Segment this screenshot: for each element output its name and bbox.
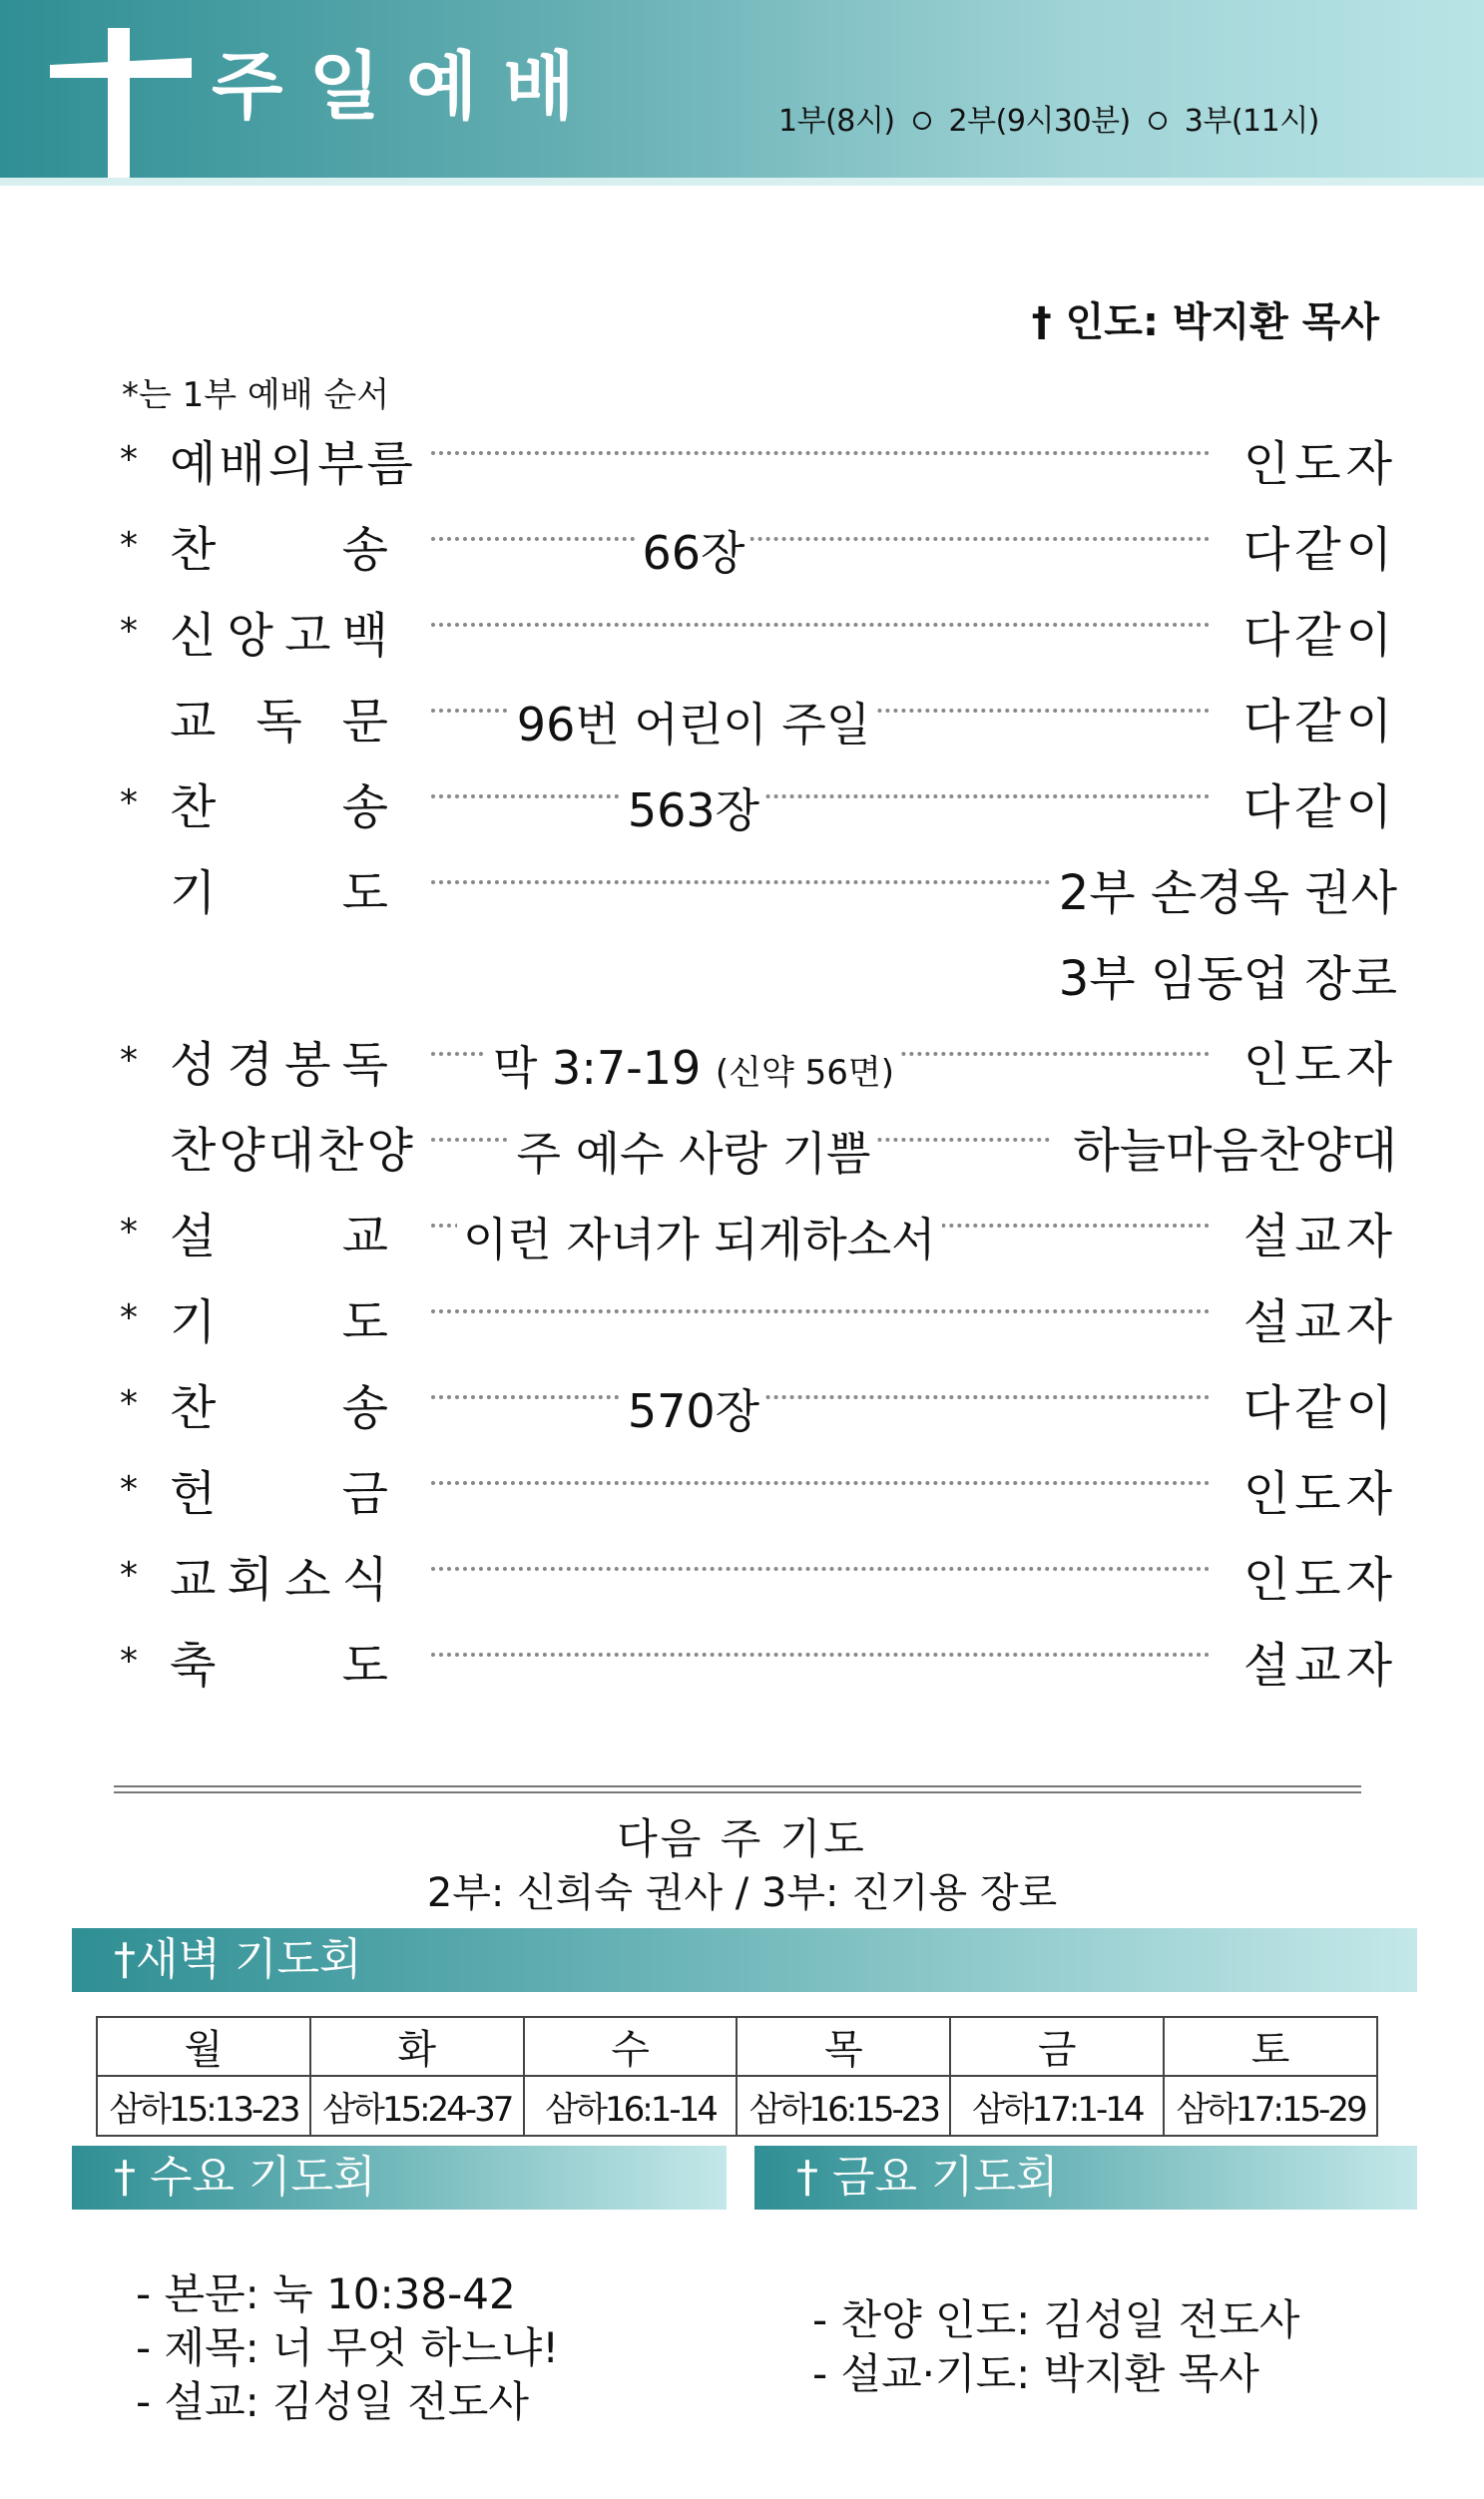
service-time-3: 3부(11시) xyxy=(1184,104,1319,139)
order-item-label: 신 앙 고 백 xyxy=(170,608,391,664)
detail-text: 주 예수 사랑 기쁨 xyxy=(516,1127,871,1181)
order-item-label: 예배의부름 xyxy=(170,436,416,492)
order-item-performer: 인도자 xyxy=(1242,1466,1397,1522)
order-item-performer: 다같이 xyxy=(1242,1380,1397,1436)
detail-text: 570장 xyxy=(627,1384,760,1438)
detail-text: 막 3:7-19 xyxy=(493,1041,702,1095)
order-item-performer: 2부 손경옥 권사 xyxy=(1058,865,1397,921)
list-item: - 찬양 인도: 김성일 전도사 xyxy=(812,2295,1300,2344)
list-item: - 설교: 김성일 전도사 xyxy=(136,2377,529,2426)
order-item-detail xyxy=(457,1375,930,1441)
list-item: - 본문: 눅 10:38-42 xyxy=(136,2269,516,2318)
day-cell: 목 xyxy=(737,2017,950,2076)
scripture-cell: 삼하16:15-23 xyxy=(737,2076,950,2136)
order-item-label: 찬 송 xyxy=(170,522,391,578)
order-item-label: 기 도 xyxy=(170,1294,391,1350)
wednesday-prayer-details xyxy=(136,2267,559,2429)
header-banner xyxy=(0,0,1484,178)
divider xyxy=(114,1785,1361,1787)
order-item-detail xyxy=(457,517,930,583)
order-row xyxy=(120,1188,1397,1273)
order-row xyxy=(120,1273,1397,1359)
page-title: 주일예배 xyxy=(212,44,601,130)
order-row xyxy=(120,758,1397,844)
scripture-cell: 삼하16:1-14 xyxy=(524,2076,738,2136)
order-item-label: 설 교 xyxy=(170,1209,391,1264)
order-item-performer: 다같이 xyxy=(1242,608,1397,664)
asterisk-marker: * xyxy=(120,1469,138,1510)
order-item-performer: 설교자 xyxy=(1242,1294,1397,1350)
cross-icon xyxy=(108,28,130,186)
scripture-cell: 삼하15:13-23 xyxy=(97,2076,310,2136)
order-item-performer: 다같이 xyxy=(1242,779,1397,835)
order-item-label: 교 독 문 xyxy=(170,694,391,750)
asterisk-marker: * xyxy=(120,1641,138,1682)
service-times xyxy=(778,96,1319,140)
order-row xyxy=(120,1531,1397,1617)
asterisk-marker: * xyxy=(120,525,138,566)
day-cell: 화 xyxy=(310,2017,524,2076)
wednesday-prayer-header: † 수요 기도회 xyxy=(72,2146,727,2210)
detail-subtext: (신약 56면) xyxy=(715,1053,894,1093)
dawn-prayer-table xyxy=(96,2016,1378,2137)
dotted-leader xyxy=(431,880,1050,884)
scripture-cell: 삼하15:24-37 xyxy=(310,2076,524,2136)
scripture-cell: 삼하17:15-29 xyxy=(1164,2076,1377,2136)
order-row xyxy=(120,1617,1397,1703)
order-row xyxy=(120,1102,1397,1188)
order-item-performer: 설교자 xyxy=(1242,1638,1397,1694)
order-item-performer: 하늘마음찬양대 xyxy=(1073,1123,1397,1179)
order-item-performer: 다같이 xyxy=(1242,522,1397,578)
asterisk-marker: * xyxy=(120,1297,138,1338)
service-leader: † 인도: 박지환 목사 xyxy=(1031,299,1379,345)
next-week-prayer-title: 다음 주 기도 xyxy=(617,1814,867,1863)
friday-prayer-header: † 금요 기도회 xyxy=(754,2146,1417,2210)
order-row xyxy=(120,587,1397,673)
first-service-note: *는 1부 예배 순서 xyxy=(122,375,390,415)
detail-text: 이런 자녀가 되게하소서 xyxy=(463,1213,936,1266)
order-of-worship xyxy=(120,415,1397,1703)
order-item-label: 교 회 소 식 xyxy=(170,1552,391,1608)
asterisk-marker: * xyxy=(120,782,138,823)
divider xyxy=(114,1791,1361,1793)
header-stripe xyxy=(0,178,1484,186)
service-time-1: 1부(8시) xyxy=(778,104,895,139)
order-item-detail xyxy=(457,1118,930,1184)
order-item-performer: 인도자 xyxy=(1242,436,1397,492)
order-item-detail xyxy=(457,689,930,754)
asterisk-marker: * xyxy=(120,1212,138,1252)
order-item-detail xyxy=(457,1204,936,1269)
order-row xyxy=(120,501,1397,587)
order-item-label: 찬 송 xyxy=(170,779,391,835)
order-item-performer: 인도자 xyxy=(1242,1037,1397,1093)
friday-prayer-details xyxy=(812,2293,1299,2401)
dotted-leader xyxy=(431,451,1210,455)
order-item-label: 축 도 xyxy=(170,1638,391,1694)
detail-text: 563장 xyxy=(627,783,760,837)
order-row xyxy=(120,1016,1397,1102)
detail-text: 96번 어린이 주일 xyxy=(516,698,871,751)
dawn-prayer-header: †새벽 기도회 xyxy=(72,1928,1417,1992)
day-cell: 금 xyxy=(950,2017,1164,2076)
order-item-detail xyxy=(457,1032,930,1098)
list-item: - 제목: 너 무엇 하느냐! xyxy=(136,2323,560,2372)
dotted-leader xyxy=(431,623,1210,627)
order-row xyxy=(120,930,1397,1016)
order-item-performer: 인도자 xyxy=(1242,1552,1397,1608)
day-cell: 월 xyxy=(97,2017,310,2076)
circle-separator-icon xyxy=(1149,112,1167,130)
order-item-label: 헌 금 xyxy=(170,1466,391,1522)
order-item-label: 찬 송 xyxy=(170,1380,391,1436)
asterisk-marker: * xyxy=(120,1555,138,1596)
order-item-label: 기 도 xyxy=(170,865,391,921)
asterisk-marker: * xyxy=(120,1383,138,1424)
circle-separator-icon xyxy=(913,112,931,130)
order-item-performer: 3부 임동업 장로 xyxy=(1058,951,1397,1007)
order-row xyxy=(120,1445,1397,1531)
service-time-2: 2부(9시30분) xyxy=(948,104,1131,139)
dotted-leader xyxy=(431,1481,1210,1485)
dotted-leader xyxy=(431,1309,1210,1313)
order-row xyxy=(120,415,1397,501)
day-cell: 토 xyxy=(1164,2017,1377,2076)
order-row xyxy=(120,1359,1397,1445)
order-item-label: 찬양대찬양 xyxy=(170,1123,416,1179)
order-row xyxy=(120,673,1397,758)
asterisk-marker: * xyxy=(120,439,138,480)
order-item-performer: 설교자 xyxy=(1242,1209,1397,1264)
asterisk-marker: * xyxy=(120,1040,138,1081)
day-cell: 수 xyxy=(524,2017,738,2076)
order-item-performer: 다같이 xyxy=(1242,694,1397,750)
dotted-leader xyxy=(431,1567,1210,1571)
order-item-detail xyxy=(457,774,930,840)
list-item: - 설교·기도: 박지환 목사 xyxy=(812,2349,1259,2398)
order-row xyxy=(120,844,1397,930)
next-week-prayer-names: 2부: 신희숙 권사 / 3부: 진기용 장로 xyxy=(426,1870,1058,1916)
asterisk-marker: * xyxy=(120,611,138,652)
scripture-cell: 삼하17:1-14 xyxy=(950,2076,1164,2136)
order-item-label: 성 경 봉 독 xyxy=(170,1037,391,1093)
dotted-leader xyxy=(431,1653,1210,1657)
detail-text: 66장 xyxy=(642,526,745,580)
